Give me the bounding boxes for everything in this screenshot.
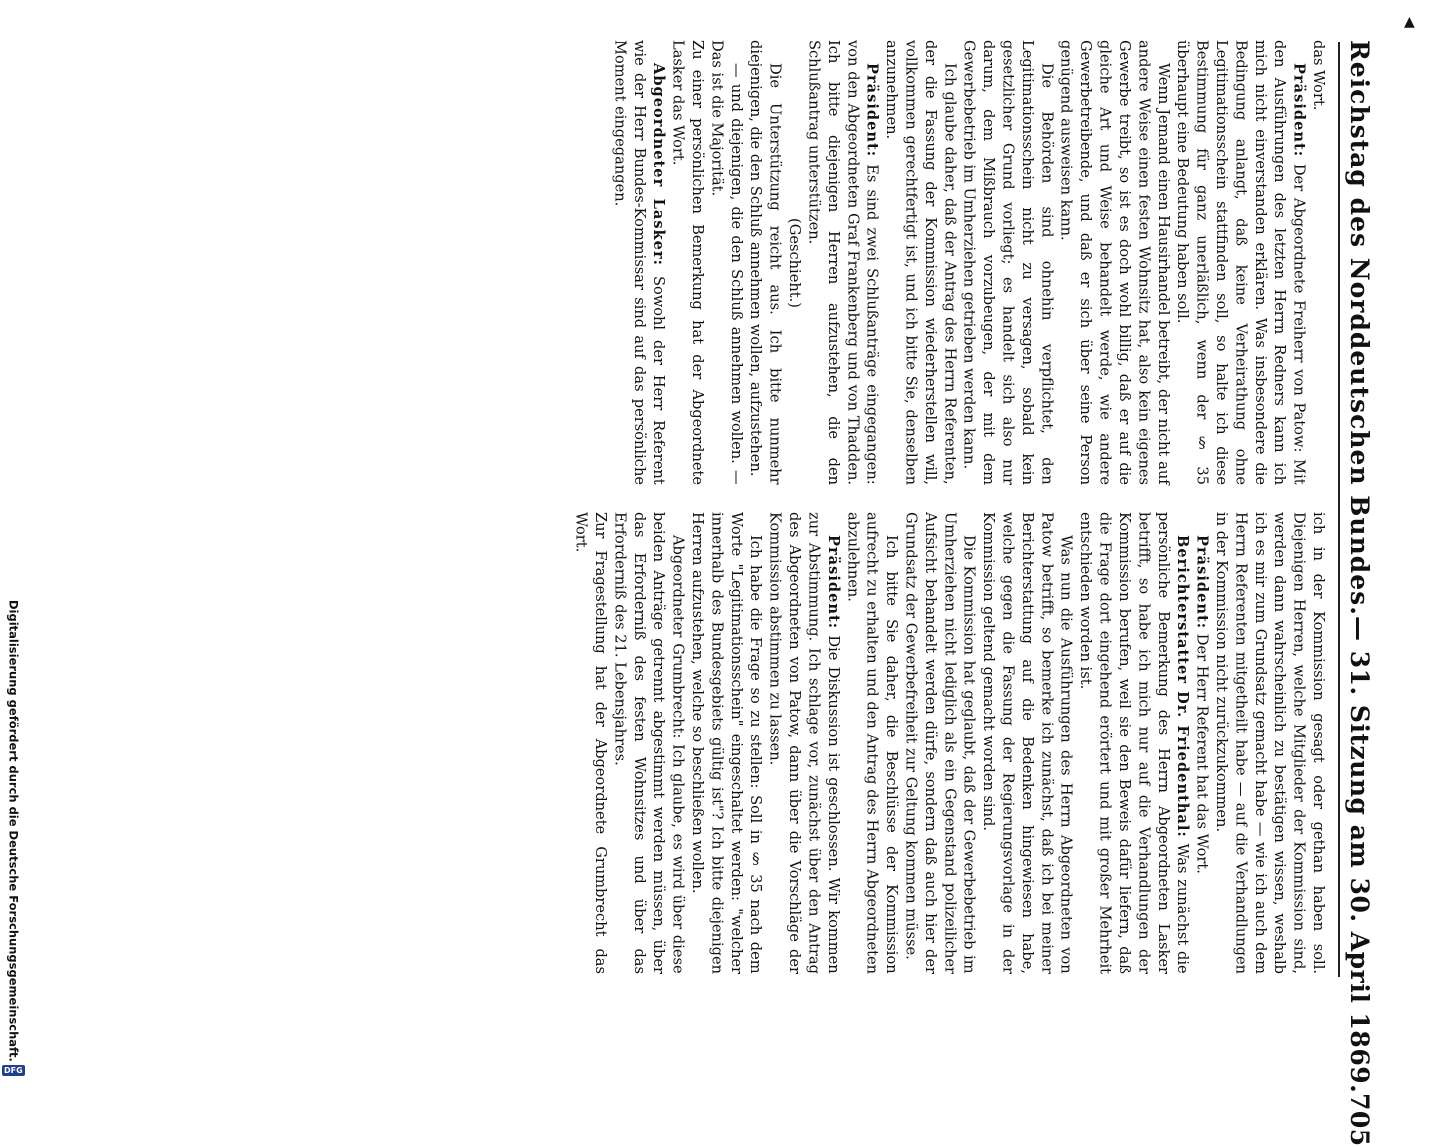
- paragraph-text: ich in der Kommission gesagt oder gethan haben soll. Diejenigen Herren, welche Mitglieder der Kommission sind, werden dann wahrscheinlich zu bestätigen wissen, weshalb ich es mir zum Grundsatz gemacht habe — wie ich auch dem Herrn Referenten mitgetheilt habe — auf die Verhandlungen in der Kommission nicht zurückzukommen.: [1212, 512, 1327, 974]
- speaker-name: Präsident:: [1193, 535, 1211, 630]
- footer-text: Digitalisierung gefördert durch die Deutsche Forschungsgemeinschaft.: [6, 600, 21, 1062]
- page-header: [1345, 40, 1374, 1147]
- paragraph: [1212, 512, 1328, 974]
- paragraph: [1309, 40, 1328, 485]
- speaker-name: Präsident:: [824, 535, 842, 630]
- speech-paragraph: [1173, 40, 1309, 485]
- page-number: 705: [1345, 1093, 1374, 1147]
- speech-paragraph: [1192, 512, 1211, 974]
- header-session: — 31. Sitzung am 30. April 1869.: [1345, 615, 1374, 1094]
- paragraph: [707, 40, 746, 485]
- paragraph: [979, 512, 1076, 974]
- paragraph-text: das Wort.: [1310, 40, 1327, 111]
- paragraph: [1056, 40, 1172, 485]
- speaker-name: Abgeordneter Lasker:: [650, 63, 668, 267]
- text-column-left: [610, 40, 1328, 485]
- paragraph: [668, 40, 707, 485]
- dfg-logo: DFG: [4, 1065, 23, 1075]
- paragraph-text: Wenn Jemand einen Hausirhandel betreibt, der nicht auf andere Weise einen festen Wohnsitz hat, also kein eigenes Gewerbe treibt, so ist es doch wohl billig, daß er auf die gleiche Art und Weise behandelt werde, wie andere Gewerbetreibende, und daß er sich über seine Person genügend ausweisen kann.: [1057, 40, 1172, 485]
- speech-paragraph: [804, 40, 882, 485]
- speaker-name: Präsident:: [1290, 63, 1308, 158]
- paragraph-text: Es sind zwei Schlußanträge eingegangen: von den Abgeordneten Graf Frankenberg und von Thadden. Ich bitte diejenigen Herren aufzustehen, die den Schlußantrag unterstützen.: [805, 40, 881, 485]
- paragraph: [571, 512, 610, 974]
- paragraph-text: Ich habe die Frage so zu stellen: Soll in § 35 nach dem Worte "Legitimationsschein" eingeschaltet werden: "welcher innerhalb des Bundesgebiets gültig ist"? Ich bitte diejenigen Herren aufzustehen, welche so beschließen wollen.: [689, 512, 765, 974]
- text-column-right: [571, 512, 1328, 974]
- footer-credit: [2, 600, 25, 1075]
- paragraph-text: Was nun die Ausführungen des Herrn Abgeordneten von Patow betrifft, so bemerke ich zunächst, daß ich bei meiner Berichterstattung auf die Bedenken hingewiesen habe, welche gegen die Fassung der Regierungsvorlage in der Kommission geltend gemacht worden sind.: [980, 512, 1075, 974]
- paragraph: [688, 512, 766, 974]
- paragraph-text: Abgeordneter Grumbrecht: Ich glaube, es wird über diese beiden Anträge getrennt abgestimmt werden müssen, über das Erforderniß des festen Wohnsitzes und über das Erforderniß des 21. Lebensjahres.: [611, 512, 687, 974]
- paragraph-text: (Geschieht.): [786, 217, 804, 308]
- paragraph: [901, 512, 979, 974]
- paragraph-text: Sowohl der Herr Referent wie der Herr Bundes-Kommissar sind auf das persönliche Moment eingegangen.: [611, 40, 668, 486]
- paragraph: [959, 40, 1056, 485]
- speaker-name: Präsident:: [863, 63, 881, 158]
- paragraph-text: Die Diskussion ist geschlossen. Wir kommen zur Abstimmung. Ich schlage vor, zunächst über den Antrag des Abgeordneten von Patow, dann über die Vorschläge der Kommission abstimmen zu lassen.: [766, 512, 842, 975]
- speech-paragraph: [765, 512, 843, 974]
- paragraph: [882, 40, 960, 485]
- speaker-name: Berichterstatter Dr. Friedenthal:: [1174, 535, 1192, 839]
- paragraph: [746, 40, 785, 485]
- paragraph-text: Die Behörden sind ohnehin verpflichtet, den Legitimationsschein nicht zu versagen, sobald kein gesetzlicher Grund vorliegt; es handelt sich also nur darum, dem Mißbrauch vorzubeugen, der mit dem Gewerbebetrieb im Umherziehen getrieben werden kann.: [960, 40, 1056, 485]
- paragraph-text: Der Herr Referent hat das Wort.: [1193, 634, 1211, 875]
- paragraph-text: Zu einer persönlichen Bemerkung hat der Abgeordnete Lasker das Wort.: [669, 40, 706, 485]
- paragraph: [610, 512, 688, 974]
- paragraph-text: — und diejenigen, die den Schluß annehmen wollen. — Das ist die Majorität.: [708, 40, 745, 485]
- corner-mark: ▲: [1404, 14, 1415, 30]
- paragraph-text: Ich bitte Sie daher, die Beschlüsse der Kommission aufrecht zu erhalten und den Antrag des Herrn Abgeordneten abzulehnen.: [844, 512, 901, 974]
- paragraph-text: Zur Fragestellung hat der Abgeordnete Grumbrecht das Wort.: [572, 512, 609, 974]
- paragraph-text: Die Unterstützung reicht aus. Ich bitte nunmehr diejenigen, die den Schluß annehmen wollen, aufzustehen.: [747, 40, 784, 485]
- paragraph: [785, 44, 804, 481]
- speech-paragraph: [1076, 512, 1192, 974]
- paragraph: [843, 512, 901, 974]
- paragraph-text: Was zunächst die persönliche Bemerkung des Herrn Abgeordneten Lasker betrifft, so habe ich mich nur auf die Verhandlungen der Kommission berufen, weil sie den Beweis dafür liefern, daß die Frage dort eingehend erörtert und mit großer Mehrheit entschieden worden ist.: [1077, 512, 1192, 974]
- header-rule: [1338, 42, 1340, 977]
- paragraph-text: Ich glaube daher, daß der Antrag des Herrn Referenten, der die Fassung der Kommission wiederherstellen will, vollkommen gerechtfertigt ist, und ich bitte Sie, denselben anzunehmen.: [883, 40, 959, 485]
- speech-paragraph: [610, 40, 668, 485]
- header-title: Reichstag des Norddeutschen Bundes.: [1345, 40, 1374, 616]
- paragraph-text: Die Kommission hat geglaubt, daß der Gewerbebetrieb im Umherziehen nicht lediglich als ein Gegenstand polizeilicher Aufsicht behandelt werden dürfe, sondern daß auch hier der Grundsatz der Gewerbefreiheit zur Geltung kommen müsse.: [902, 512, 978, 974]
- paragraph-text: Der Abgeordnete Freiherr von Patow: Mit den Ausführungen des letzten Herrn Redners kann ich mich nicht einverstanden erklären. Was insbesondere die Bedingung anlangt, daß keine Verheirathung ohne Legitimationsschein stattfinden soll, so halte ich diese Bestimmung für ganz unerläßlich, wenn der § 35 überhaupt eine Bedeutung haben soll.: [1174, 40, 1308, 485]
